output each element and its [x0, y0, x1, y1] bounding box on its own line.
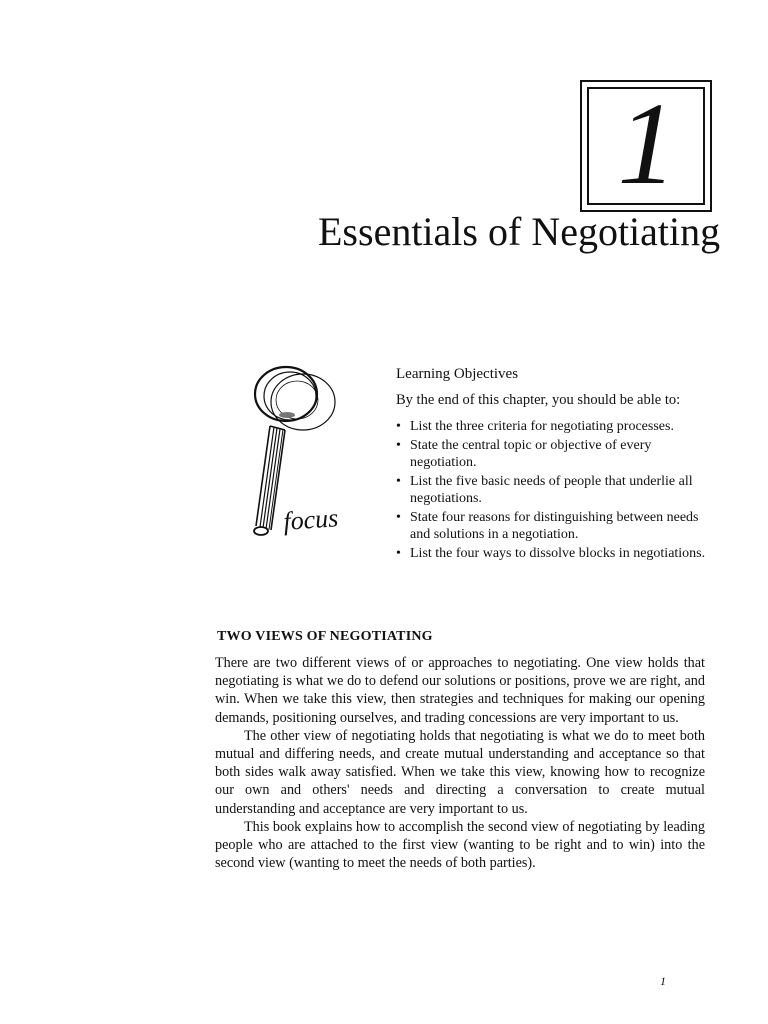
bullet-icon: •: [396, 438, 401, 453]
paragraph: This book explains how to accomplish the second view of negotiating by leading people who are attached to the first view (wanting to be right and to win) into the second view (wanting to meet the needs of both parties).: [215, 818, 705, 872]
bullet-icon: •: [396, 419, 401, 434]
paragraph: There are two different views of or approaches to negotiating. One view holds that negotiating is what we do to defend our solutions or positions, prove we are right, and win. When we take this view, then strategies and techniques for making our opening demands, positioning ourselves, and trading concessions are very important to us.: [215, 655, 705, 726]
list-item: • State the central topic or objective of every negotiation.: [396, 438, 652, 470]
chapter-title: Essentials of Negotiating: [318, 209, 721, 254]
list-item: • List the four ways to dissolve blocks in negotiations.: [396, 546, 706, 561]
list-item: • List the three criteria for negotiating processes.: [396, 419, 674, 434]
learning-objectives: [396, 366, 716, 564]
bullet-icon: •: [396, 510, 401, 525]
chapter-number-box: [580, 80, 712, 212]
list-item: • State four reasons for distinguishing between needs and solutions in a negotiation.: [396, 510, 699, 542]
learning-objectives-intro: By the end of this chapter, you should be able to:: [396, 392, 681, 408]
bullet-icon: •: [396, 474, 401, 489]
learning-objectives-list: [396, 418, 716, 562]
chapter-number: 1: [617, 78, 675, 209]
focus-label: focus: [282, 503, 340, 536]
learning-objectives-heading: Learning Objectives: [396, 366, 519, 382]
list-item: • List the five basic needs of people that underlie all negotiations.: [396, 474, 693, 506]
page-number: 1: [660, 974, 666, 988]
body-text: [215, 654, 705, 872]
magnifying-glass-icon: [240, 360, 360, 550]
paragraph: The other view of negotiating holds that negotiating is what we do to meet both mutual and differing needs, and create mutual understanding and acceptance so that both sides walk away satisfied. When we take this view, knowing how to recognize our own and others' needs and directing a conversation to create mutual understanding and acceptance are very important to us.: [215, 727, 705, 817]
chapter-number-box-inner: [587, 78, 705, 209]
section-heading: TWO VIEWS OF NEGOTIATING: [217, 629, 433, 644]
bullet-icon: •: [396, 546, 401, 561]
